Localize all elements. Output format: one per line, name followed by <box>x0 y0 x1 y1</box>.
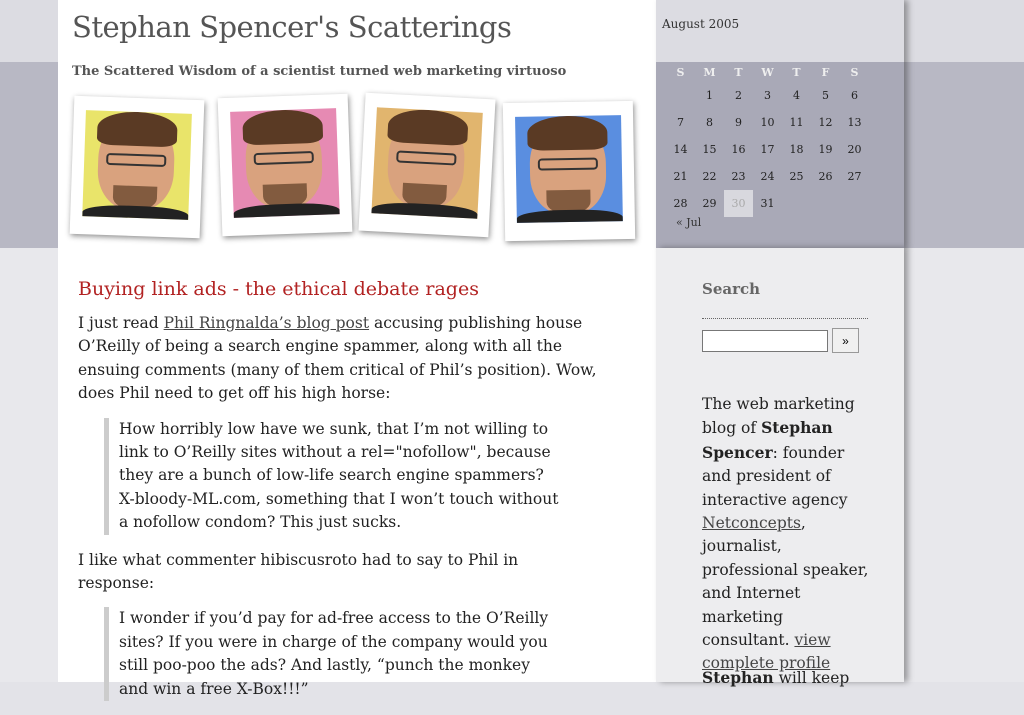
calendar-week <box>666 190 869 217</box>
calendar-week <box>666 109 869 136</box>
calendar-day[interactable]: 27 <box>847 170 862 183</box>
calendar-day[interactable]: 9 <box>735 116 742 129</box>
calendar-day[interactable]: 13 <box>847 116 862 129</box>
calendar-day[interactable]: 14 <box>673 143 688 156</box>
calendar-weekday: S <box>850 65 859 79</box>
calendar-day[interactable]: 29 <box>702 197 717 210</box>
calendar-day[interactable]: 30 <box>724 190 753 217</box>
phil-ringnalda-post-link[interactable]: Phil Ringnalda’s blog post <box>163 314 370 332</box>
calendar-week <box>666 163 869 190</box>
calendar-caption: August 2005 <box>662 17 740 31</box>
calendar-weekday: T <box>792 65 801 79</box>
calendar-day[interactable]: 26 <box>818 170 833 183</box>
post-quote-1: How horribly low have we sunk, that I’m not willing to link to O’Reilly sites without a rel="nofollow", because they are a bunch of low-life search engine spammers? X-bloody-ML.com, something that I won’t touch without a nofollow condom? This just sucks. <box>104 418 559 535</box>
calendar-day <box>811 190 840 217</box>
calendar-day[interactable]: 5 <box>822 89 829 102</box>
calendar-prev-month-link[interactable]: « Jul <box>676 216 702 229</box>
calendar-day[interactable]: 22 <box>702 170 717 183</box>
calendar-day[interactable]: 25 <box>789 170 804 183</box>
calendar-table <box>666 62 869 217</box>
calendar-day[interactable]: 12 <box>818 116 833 129</box>
about-blurb-2: Stephan will keep <box>702 668 850 687</box>
calendar-day[interactable]: 23 <box>731 170 746 183</box>
calendar-day <box>840 190 869 217</box>
calendar-weekday: T <box>734 65 743 79</box>
photo-frame-1 <box>70 96 205 238</box>
search-divider <box>702 318 868 319</box>
portrait-photo-4 <box>515 115 623 223</box>
calendar-day[interactable]: 18 <box>789 143 804 156</box>
calendar-day[interactable]: 10 <box>760 116 775 129</box>
calendar-day[interactable]: 8 <box>706 116 713 129</box>
calendar-day[interactable]: 2 <box>735 89 742 102</box>
site-title[interactable]: Stephan Spencer's Scatterings <box>72 10 512 44</box>
calendar-weekday: W <box>761 65 774 79</box>
calendar-day[interactable]: 4 <box>793 89 800 102</box>
about-blurb: The web marketing blog of Stephan Spencer: founder and president of interactive agency Netconcepts, journalist, professional speaker, and Internet marketing consultant. view complete profile <box>702 395 869 673</box>
calendar-day[interactable]: 3 <box>764 89 771 102</box>
calendar-day[interactable]: 20 <box>847 143 862 156</box>
calendar-weekday: M <box>703 65 716 79</box>
calendar-weekday: F <box>821 65 830 79</box>
portrait-photo-2 <box>230 108 340 218</box>
calendar-day[interactable]: 16 <box>731 143 746 156</box>
photo-frame-2 <box>218 94 353 236</box>
portrait-photo-1 <box>82 110 192 220</box>
calendar-week <box>666 136 869 163</box>
calendar-day[interactable]: 19 <box>818 143 833 156</box>
search-heading: Search <box>702 280 761 298</box>
netconcepts-link[interactable]: Netconcepts <box>702 514 801 533</box>
calendar-day[interactable]: 15 <box>702 143 717 156</box>
post-paragraph-1: I just read Phil Ringnalda’s blog post accusing publishing house O’Reilly of being a search engine spammer, along with all the ensuing comments (many of them critical of Phil’s position). Wow, does Phil need to get off his high horse: <box>78 314 597 403</box>
sidebar <box>656 248 904 687</box>
photo-frame-4 <box>503 101 635 241</box>
calendar-day[interactable]: 17 <box>760 143 775 156</box>
post-title[interactable]: Buying link ads - the ethical debate rages <box>78 278 479 300</box>
calendar-day[interactable]: 28 <box>673 197 688 210</box>
calendar-day[interactable]: 7 <box>677 116 684 129</box>
post-quote-2: I wonder if you’d pay for ad-free access to the O’Reilly sites? If you were in charge of the company would you still poo-poo the ads? And lastly, “punch the monkey and win a free X-Box!!!” <box>104 607 559 701</box>
calendar-day[interactable]: 24 <box>760 170 775 183</box>
calendar-week <box>666 82 869 109</box>
calendar-day[interactable]: 11 <box>789 116 804 129</box>
calendar-day[interactable]: 1 <box>706 89 713 102</box>
calendar-day[interactable]: 6 <box>851 89 858 102</box>
calendar-day <box>666 82 695 109</box>
photo-frame-3 <box>358 93 495 238</box>
sidebar-calendar-panel <box>656 0 904 248</box>
site-header <box>58 0 656 248</box>
calendar-day[interactable]: 31 <box>760 197 775 210</box>
search-submit-button[interactable]: » <box>832 328 859 353</box>
main-column <box>58 0 656 698</box>
portrait-photo-3 <box>371 107 482 218</box>
blog-post <box>78 278 598 715</box>
author-name: Stephan Spencer <box>702 418 833 462</box>
view-profile-link[interactable]: view complete profile <box>702 631 831 673</box>
post-paragraph-2: I like what commenter hibiscusroto had to say to Phil in response: <box>78 550 519 593</box>
calendar-day[interactable]: 21 <box>673 170 688 183</box>
search-input[interactable] <box>702 330 828 352</box>
site-tagline: The Scattered Wisdom of a scientist turned web marketing virtuoso <box>72 64 567 79</box>
calendar-weekday: S <box>676 65 685 79</box>
calendar-day <box>782 190 811 217</box>
header-photo-strip <box>58 90 656 248</box>
